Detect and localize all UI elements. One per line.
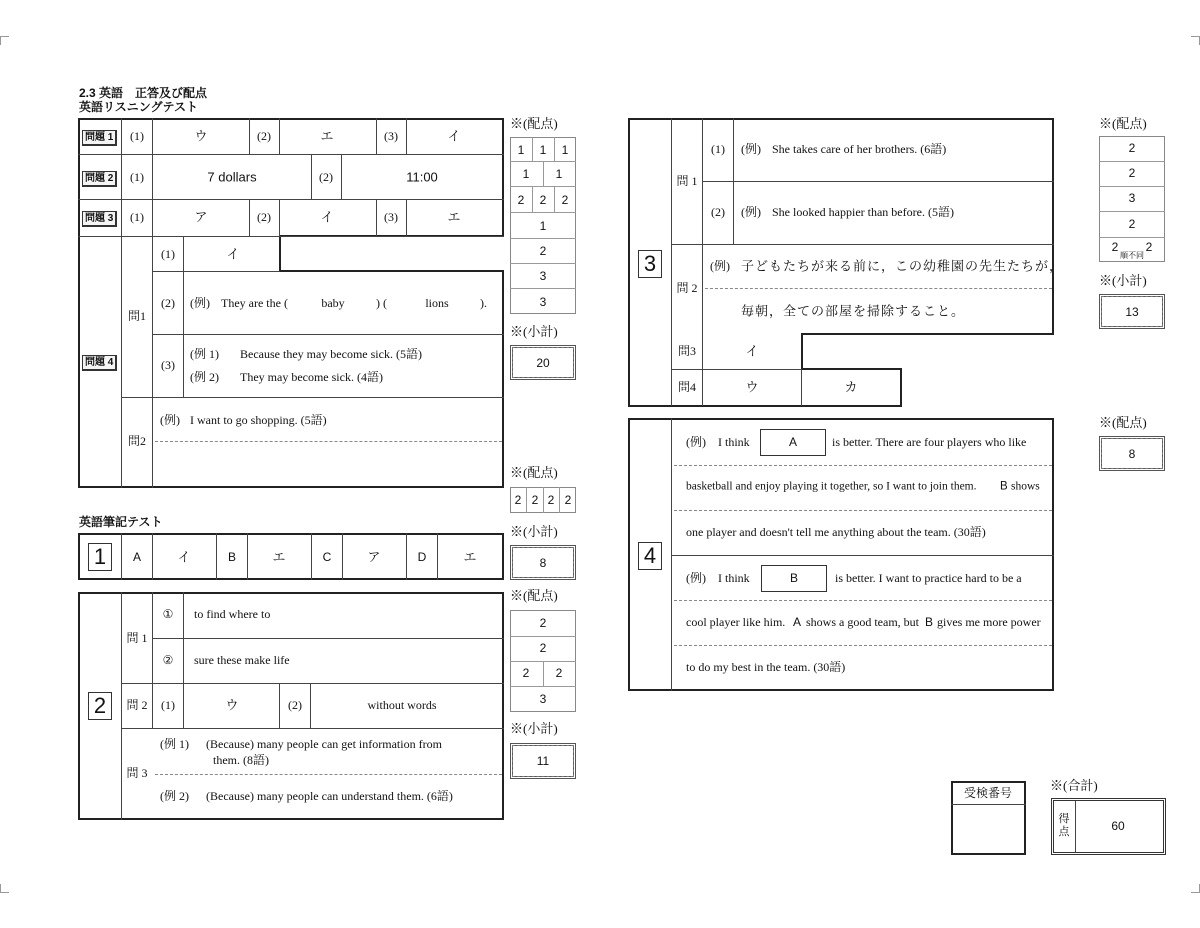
mondai4-tag: 問題 4: [82, 355, 117, 371]
answer-cell: ア: [194, 209, 208, 225]
jukenbango-label: 受検番号: [963, 786, 1013, 800]
crop-mark: [0, 884, 9, 893]
tokuten-label: 得点: [1058, 813, 1070, 838]
crop-mark: [0, 36, 9, 45]
answer-cell: イ: [320, 209, 334, 225]
page-title: 2.3 英語 正答及び配点: [79, 86, 208, 100]
answer-cell: ウ: [194, 128, 208, 144]
mondai1-tag: 問題 1: [82, 130, 117, 146]
mondai2-tag: 問題 2: [82, 171, 117, 187]
listening-title: 英語リスニングテスト: [79, 100, 199, 114]
total-score: 60: [1111, 819, 1125, 833]
option-box-a: A: [760, 429, 826, 456]
section2-subtotal: 11: [536, 754, 550, 768]
section-number: 1: [88, 543, 112, 571]
section4-score: 8: [1128, 447, 1136, 461]
writing-title: 英語筆記テスト: [79, 515, 163, 529]
answer-cell: 7 dollars: [207, 169, 257, 185]
listening-subtotal: 20: [536, 356, 550, 370]
haiten-label: ※(配点): [510, 116, 558, 131]
answer-cell: イ: [226, 246, 240, 262]
mondai3-tag: 問題 3: [82, 211, 117, 227]
section-number: 3: [638, 250, 662, 278]
option-box-b: B: [761, 565, 827, 592]
section-number: 2: [88, 692, 112, 720]
section-number: 4: [638, 542, 662, 570]
crop-mark: [1191, 884, 1200, 893]
answer-cell: イ: [447, 128, 461, 144]
section1-table: [78, 533, 504, 580]
answer-cell: 11:00: [406, 169, 438, 185]
section1-subtotal: 8: [539, 556, 547, 570]
answer-cell: エ: [447, 209, 461, 225]
section3-subtotal: 13: [1125, 305, 1139, 319]
answer-cell: エ: [320, 128, 334, 144]
crop-mark: [1191, 36, 1200, 45]
